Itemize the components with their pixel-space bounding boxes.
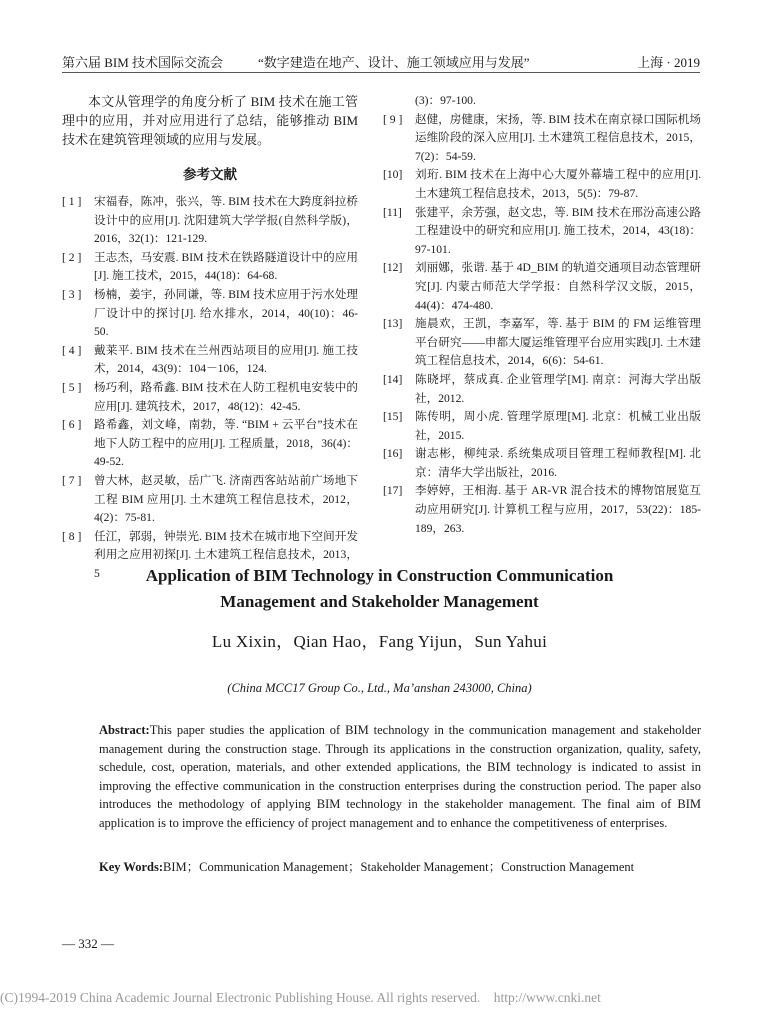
reference-text: 刘丽娜，张谐. 基于 4D_BIM 的轨道交通项目动态管理研究[J]. 内蒙古师范大学学报：自然科学汉文版，2015，44(4)：474-480.: [415, 261, 701, 312]
reference-number: [ 5 ]: [62, 380, 82, 394]
reference-item: [383, 445, 701, 482]
left-column: [62, 92, 358, 583]
reference-number: [ 9 ]: [383, 112, 403, 126]
reference-text: 张建平，余芳强，赵文忠，等. BIM 技术在邢汾高速公路工程建设中的研究和应用[J]. 施工技术，2014，43(18)：97-101.: [415, 205, 701, 256]
reference-item: [383, 408, 701, 445]
reference-number: [ 6 ]: [62, 418, 82, 432]
reference-item: [62, 342, 358, 379]
reference-number: [13]: [383, 317, 403, 331]
reference-item: [383, 111, 701, 167]
reference-text: 谢志彬，柳纯录. 系统集成项目管理工程师教程[M]. 北京：清华大学出版社，2016.: [415, 447, 701, 479]
header-theme: “数字建造在地产、设计、施工领域应用与发展”: [258, 55, 530, 70]
header-conference: 第六届 BIM 技术国际交流会: [62, 55, 224, 70]
reference-number: [ 2 ]: [62, 250, 82, 264]
references-heading: 参考文献: [183, 167, 237, 182]
reference-number: [ 4 ]: [62, 343, 82, 357]
reference-text: 杨巧利，路希鑫. BIM 技术在人防工程机电安装中的应用[J]. 建筑技术，2017，48(12)：42-45.: [94, 380, 358, 413]
keywords-label: Key Words:: [99, 860, 164, 874]
running-header: [62, 50, 700, 73]
reference-number: [16]: [383, 447, 403, 461]
reference-item: [383, 371, 701, 408]
reference-number: [ 7 ]: [62, 473, 82, 487]
copyright-footer: (C)1994-2019 China Academic Journal Electronic Publishing House. All rights reserved. http://www.cnki.net: [0, 990, 601, 1005]
title-line-2: Management and Stakeholder Management: [220, 592, 539, 611]
right-column: [383, 92, 701, 538]
reference-text: 戴莱平. BIM 技术在兰州西站项目的应用[J]. 施工技术，2014，43(9)：104－106，124.: [94, 343, 358, 376]
reference-text: 任江，郭弱，钟崇光. BIM 技术在城市地下空间开发利用之应用初探[J]. 土木建筑工程信息技术，2013，5: [94, 529, 358, 580]
reference-text: 李婷婷，王相海. 基于 AR-VR 混合技术的博物馆展览互动应用研究[J]. 计算机工程与应用，2017，53(22)：185-189，263.: [415, 484, 701, 535]
abstract-text: This paper studies the application of BIM technology in the communication management and stakeholder management during the construction stage. Through its applications in the construction organization, quality, safety, schedule, cost, operation, materials, and other extended applications, the BIM technology is indicated to assist in improving the effective communication in the construction enterprises during the construction period. The paper also introduces the methodology of applying BIM technology in the stakeholder management. The final aim of BIM application is to improve the efficiency of project management and to enhance the competitiveness of enterprises.: [99, 723, 701, 830]
abstract: [99, 721, 701, 833]
title-line-1: Application of BIM Technology in Construction Communication: [145, 566, 614, 585]
reference-item: [62, 472, 358, 528]
reference-item: [383, 315, 701, 371]
reference-text: 赵健，房健康，宋扬，等. BIM 技术在南京禄口国际机场运维阶段的深入应用[J]. 土木建筑工程信息技术，2015，7(2)：54-59.: [415, 112, 701, 163]
abstract-label: Abstract:: [99, 723, 150, 737]
reference-item: [62, 379, 358, 416]
reference-text: 王志杰，马安震. BIM 技术在铁路隧道设计中的应用[J]. 施工技术，2015，44(18)：64-68.: [94, 250, 358, 283]
english-title: [0, 563, 759, 615]
reference-item: [383, 166, 701, 203]
reference-number: [14]: [383, 372, 403, 386]
reference-number: [ 3 ]: [62, 287, 82, 301]
reference-item: [383, 259, 701, 315]
reference-number: [17]: [383, 484, 403, 498]
reference-text: 刘珩. BIM 技术在上海中心大厦外幕墙工程中的应用[J]. 土木建筑工程信息技术，2013，5(5)：79-87.: [415, 168, 701, 200]
reference-text: 陈晓坪，蔡成真. 企业管理学[M]. 南京：河海大学出版社，2012.: [415, 372, 701, 405]
reference-item: [62, 249, 358, 286]
reference-text: 曾大林，赵灵敏，岳广飞. 济南西客站站前广场地下工程 BIM 应用[J]. 土木建筑工程信息技术，2012，4(2)：75-81.: [94, 473, 358, 525]
reference-text: 杨楠，姜宇，孙同谦，等. BIM 技术应用于污水处理厂设计中的探讨[J]. 给水排水，2014，40(10)：46-50.: [94, 287, 358, 339]
reference-item: [383, 482, 701, 538]
conclusion-paragraph: 本文从管理学的角度分析了 BIM 技术在施工管理中的应用，并对应用进行了总结，能够推动 BIM 技术在建筑管理领域的应用与发展。: [62, 94, 358, 147]
page-number: — 332 —: [62, 936, 114, 951]
reference-text: 宋福春，陈冲，张兴，等. BIM 技术在大跨度斜拉桥设计中的应用[J]. 沈阳建筑大学学报(自然科学版)，2016，32(1)：121-129.: [94, 195, 358, 246]
reference-number: [11]: [383, 205, 402, 219]
header-location-year: 上海 · 2019: [637, 55, 700, 70]
reference-text: 施晨欢，王凯，李嘉军，等. 基于 BIM 的 FM 运维管理平台研究——申都大厦运维管理平台应用实践[J]. 土木建筑工程信息技术，2014，6(6)：54-61.: [415, 317, 701, 368]
reference-text: 陈传明，周小虎. 管理学原理[M]. 北京：机械工业出版社，2015.: [415, 410, 701, 442]
reference-item: [62, 416, 358, 472]
reference-continuation: (3)：97-100.: [415, 94, 476, 107]
authors: Lu Xixin，Qian Hao，Fang Yijun，Sun Yahui: [211, 632, 548, 651]
reference-number: [ 8 ]: [62, 529, 82, 543]
references-list-right: [383, 111, 701, 539]
reference-number: [12]: [383, 261, 403, 275]
reference-number: [10]: [383, 168, 403, 182]
reference-text: 路希鑫，刘文峰，南勃，等. “BIM + 云平台”技术在地下人防工程中的应用[J]. 工程质量，2018，36(4)：49-52.: [94, 418, 358, 469]
reference-number: [15]: [383, 410, 403, 424]
reference-item: [383, 204, 701, 260]
references-list-left: [62, 193, 358, 583]
reference-number: [ 1 ]: [62, 195, 82, 208]
reference-item: [62, 193, 358, 249]
keywords: [99, 857, 701, 875]
keywords-text: BIM；Communication Management；Stakeholder Management；Construction Management: [163, 860, 635, 874]
reference-item: [62, 286, 358, 342]
affiliation: (China MCC17 Group Co., Ltd., Ma’anshan 243000, China): [227, 681, 532, 695]
